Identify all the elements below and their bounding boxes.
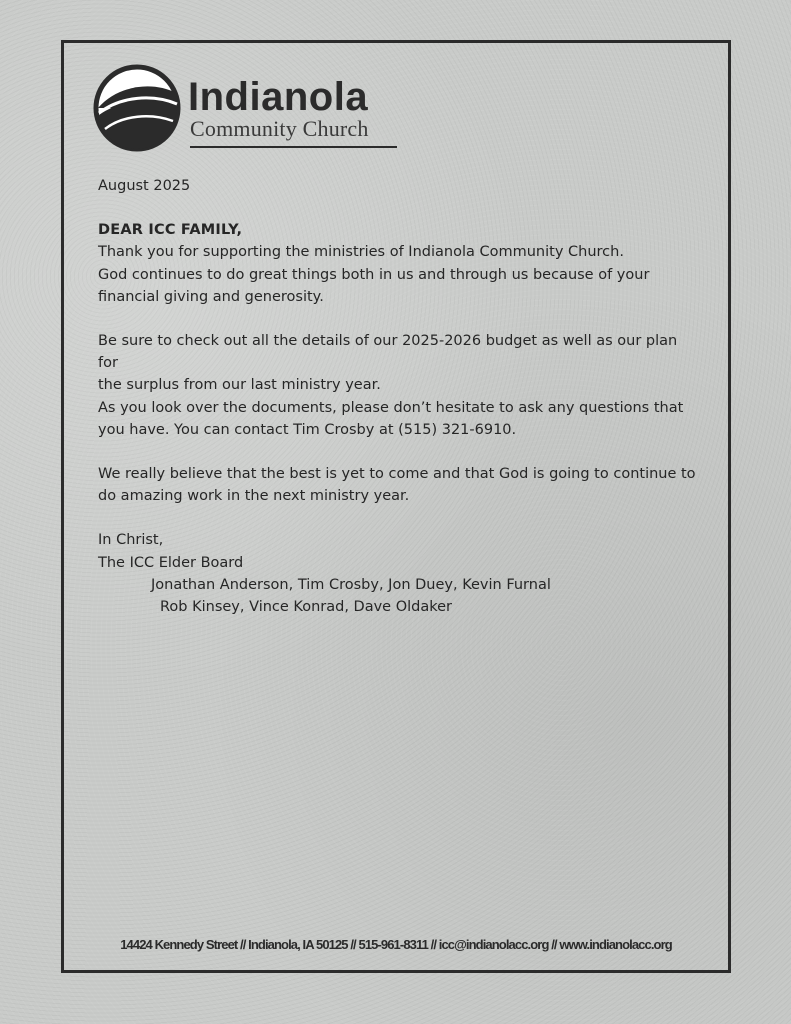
church-subtitle: Community Church (190, 116, 369, 141)
logo-emblem-icon (93, 63, 185, 155)
letter-date: August 2025 (98, 178, 191, 194)
church-name: Indianola (188, 75, 369, 119)
letter-body (98, 175, 698, 618)
paragraph-thanks: Thank you for supporting the ministries of Indianola Community Church. God continues to do great things both in us and through us because of your financial giving and generosity. (98, 244, 650, 305)
paragraph-budget: Be sure to check out all the details of our 2025-2026 budget as well as our plan for the surplus from our last ministry year. As you look over the documents, please don’t hesitate to ask any questions that you have. You can contact Tim Crosby at (515) 321-6910. (98, 333, 684, 438)
elder-names-line2: Rob Kinsey, Vince Konrad, Dave Oldaker (160, 599, 453, 616)
elder-names-line1: Jonathan Anderson, Tim Crosby, Jon Duey, Kevin Furnal (151, 576, 551, 593)
paragraph-future: We really believe that the best is yet to come and that God is going to continue to do amazing work in the next ministry year. (98, 466, 696, 505)
signatory: The ICC Elder Board (98, 554, 244, 571)
church-logo (93, 63, 403, 153)
closing: In Christ, (98, 532, 164, 549)
footer-contact: 14424 Kennedy Street // Indianola, IA 50125 // 515-961-8311 // icc@indianolacc.org // www.indianolacc.org (120, 937, 672, 952)
logo-underline (190, 146, 397, 148)
salutation: DEAR ICC FAMILY, (98, 222, 243, 239)
